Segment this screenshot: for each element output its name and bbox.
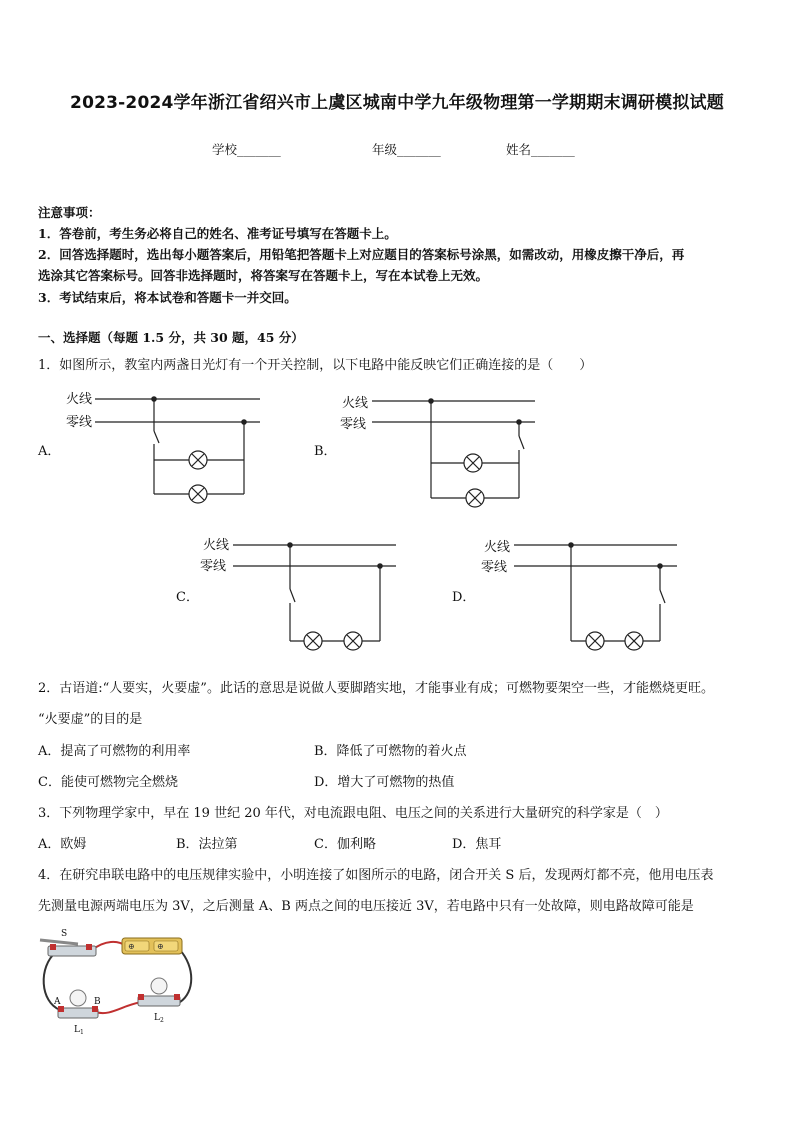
lamp-icon bbox=[625, 632, 643, 650]
option-label-a: A． bbox=[38, 444, 61, 459]
option-label-c: C． bbox=[176, 590, 199, 605]
l2-label: $L_2$ bbox=[154, 1013, 164, 1024]
note-item-1: 1．答卷前，考生务必将自己的姓名、准考证号填写在答题卡上。 bbox=[38, 226, 397, 241]
point-a-label: A bbox=[54, 997, 61, 1007]
page-title: 2023-2024学年浙江省绍兴市上虞区城南中学九年级物理第一学期期末调研模拟试题 bbox=[70, 93, 724, 113]
bulb-l1-icon bbox=[58, 990, 98, 1018]
lamp-icon bbox=[304, 632, 322, 650]
q2-stem-cont: “火要虚”的目的是 bbox=[38, 712, 143, 727]
q2-option-a: A．提高了可燃物的利用率 bbox=[38, 744, 191, 759]
q3-stem: 3．下列物理学家中，早在 19 世纪 20 年代，对电流跟电阻、电压之间的关系进行大量研究的科学家是（ ） bbox=[38, 806, 668, 821]
zero-wire-label: 零线 bbox=[340, 417, 367, 432]
option-label-b: B． bbox=[314, 444, 337, 459]
q3-option-d: D．焦耳 bbox=[452, 837, 502, 852]
q3-option-a: A．欧姆 bbox=[38, 837, 87, 852]
fire-wire-label: 火线 bbox=[66, 392, 93, 407]
lamp-icon bbox=[189, 451, 207, 469]
fire-wire-label: 火线 bbox=[203, 538, 230, 553]
l1-label: $L_1$ bbox=[74, 1025, 84, 1036]
school-field: 学校_______ bbox=[212, 142, 281, 157]
bulb-l2-icon bbox=[138, 978, 180, 1006]
note-item-3: 3．考试结束后，将本试卷和答题卡一并交回。 bbox=[38, 290, 297, 305]
svg-text:⊕: ⊕ bbox=[128, 942, 135, 951]
section-heading: 一、选择题（每题 1.5 分，共 30 题，45 分） bbox=[38, 330, 304, 345]
name-field: 姓名_______ bbox=[506, 142, 575, 157]
q2-stem: 2．古语道:“人要实，火要虚”。此话的意思是说做人要脚踏实地，才能事业有成；可燃物要架空一些，才能燃烧更旺。 bbox=[38, 681, 714, 696]
q4-stem-cont: 先测量电源两端电压为 3V，之后测量 A、B 两点之间的电压接近 3V，若电路中只有一处故障，则电路故障可能是 bbox=[38, 899, 694, 914]
battery-icon bbox=[122, 938, 182, 954]
zero-wire-label: 零线 bbox=[200, 559, 227, 574]
svg-text:⊕: ⊕ bbox=[157, 942, 164, 951]
note-item-2: 2．回答选择题时，选出每小题答案后，用铅笔把答题卡上对应题目的答案标号涂黑，如需改动，用橡皮擦干净后，再 bbox=[38, 247, 685, 262]
lamp-icon bbox=[464, 454, 482, 472]
zero-wire-label: 零线 bbox=[481, 560, 508, 575]
q2-option-c: C．能使可燃物完全燃烧 bbox=[38, 775, 178, 790]
notes-heading: 注意事项： bbox=[38, 205, 101, 220]
point-b-label: B bbox=[94, 997, 101, 1007]
note-item-2-cont: 选涂其它答案标号。回答非选择题时，将答案写在答题卡上，写在本试卷上无效。 bbox=[38, 268, 489, 283]
q1-diagrams bbox=[0, 380, 794, 665]
zero-wire-label: 零线 bbox=[66, 415, 93, 430]
q4-circuit-figure bbox=[30, 922, 200, 1042]
q3-option-b: B．法拉第 bbox=[176, 837, 238, 852]
switch-label: S bbox=[61, 929, 68, 939]
option-label-d: D． bbox=[452, 590, 476, 605]
fire-wire-label: 火线 bbox=[342, 396, 369, 411]
lamp-icon bbox=[466, 489, 484, 507]
switch-icon bbox=[40, 940, 96, 956]
q2-option-b: B．降低了可燃物的着火点 bbox=[314, 744, 467, 759]
q3-option-c: C．伽利略 bbox=[314, 837, 376, 852]
grade-field: 年级_______ bbox=[372, 142, 441, 157]
lamp-icon bbox=[189, 485, 207, 503]
lamp-icon bbox=[586, 632, 604, 650]
q4-stem: 4．在研究串联电路中的电压规律实验中，小明连接了如图所示的电路，闭合开关 S 后，发现两灯都不亮，他用电压表 bbox=[38, 868, 714, 883]
q1-stem: 1．如图所示，教室内两盏日光灯有一个开关控制，以下电路中能反映它们正确连接的是（ ） bbox=[38, 358, 593, 373]
lamp-icon bbox=[344, 632, 362, 650]
q2-option-d: D．增大了可燃物的热值 bbox=[314, 775, 455, 790]
fire-wire-label: 火线 bbox=[484, 540, 511, 555]
